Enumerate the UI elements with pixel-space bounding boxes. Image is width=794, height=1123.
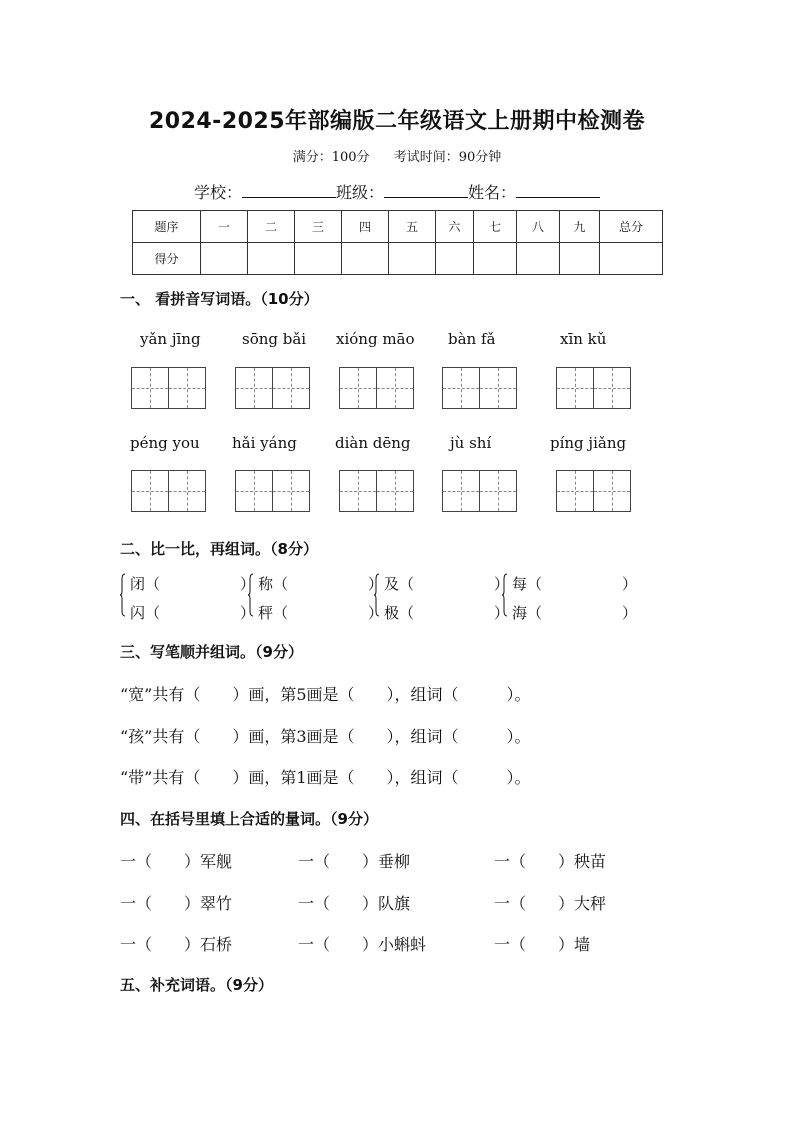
writing-grid[interactable] [131,470,205,512]
pinyin-label: hǎi yáng [232,434,297,452]
score-cell[interactable] [295,243,342,275]
score-cell[interactable] [201,243,248,275]
score-cell[interactable] [560,243,600,275]
pair-bottom: 海（ [512,604,543,622]
score-table [132,210,663,275]
measure-word-item: 一（ ）小蝌蚪 [298,935,427,954]
pinyin-label: xīn kǔ [560,330,607,348]
brace-icon [374,573,380,617]
tian-box[interactable] [339,470,377,512]
close-paren: ） [494,604,510,622]
writing-grid[interactable] [235,367,309,409]
student-info [0,180,794,203]
measure-word-item: 一（ ）石桥 [120,935,233,954]
pair-top: 闭（ [130,575,161,593]
tian-box[interactable] [479,470,517,512]
tian-box[interactable] [479,367,517,409]
pair-top: 每（ [512,575,543,593]
measure-word-item: 一（ ）垂柳 [298,852,411,871]
pair-top: 称（ [258,575,289,593]
pinyin-label: diàn dēng [335,434,411,452]
score-cell[interactable] [248,243,295,275]
score-cell[interactable] [600,243,663,275]
writing-grid[interactable] [235,470,309,512]
writing-grid[interactable] [339,367,413,409]
tian-box[interactable] [131,367,169,409]
school-label: 学校： [193,183,242,202]
pinyin-label: jù shí [450,434,492,452]
exam-time: 考试时间：90分钟 [393,150,502,165]
writing-grid[interactable] [131,367,205,409]
exam-title: 2024-2025年部编版二年级语文上册期中检测卷 [148,109,646,134]
close-paren: ） [240,604,256,622]
close-paren: ） [494,575,510,593]
tian-box[interactable] [376,470,414,512]
score-header-cell: 总分 [600,211,663,243]
pinyin-label: péng you [130,434,200,452]
score-cell[interactable] [517,243,560,275]
tian-box[interactable] [376,367,414,409]
pair-bottom: 极（ [384,604,415,622]
tian-box[interactable] [168,470,206,512]
pair-bottom: 闪（ [130,604,161,622]
tian-box[interactable] [168,367,206,409]
brace-icon [120,573,126,617]
section3-title: 三、写笔顺并组词。（9分） [120,643,303,661]
name-blank[interactable] [516,183,600,198]
score-header-cell: 五 [389,211,436,243]
exam-meta [0,146,794,165]
close-paren: ） [622,575,638,593]
close-paren: ） [240,575,256,593]
brace-icon [502,573,508,617]
score-header-cell: 七 [474,211,517,243]
name-label: 姓名： [468,183,517,202]
tian-box[interactable] [131,470,169,512]
score-header-cell: 四 [342,211,389,243]
score-header-cell: 一 [201,211,248,243]
measure-word-item: 一（ ）大秤 [494,894,607,913]
full-score: 满分：100分 [292,150,370,165]
brace-icon [248,573,254,617]
tian-box[interactable] [442,367,480,409]
measure-word-item: 一（ ）军舰 [120,852,233,871]
measure-word-item: 一（ ）秧苗 [494,852,607,871]
pair-bottom: 秤（ [258,604,289,622]
tian-box[interactable] [272,470,310,512]
tian-box[interactable] [235,367,273,409]
writing-grid[interactable] [339,470,413,512]
score-header-cell: 九 [560,211,600,243]
class-blank[interactable] [384,183,468,198]
writing-grid[interactable] [556,367,630,409]
section4-title: 四、在括号里填上合适的量词。（9分） [120,810,378,828]
score-header-row [133,211,663,243]
score-cell[interactable] [436,243,474,275]
tian-box[interactable] [593,367,631,409]
section1-title: 一、 看拼音写词语。（10分） [120,290,319,308]
writing-grid[interactable] [442,367,516,409]
tian-box[interactable] [593,470,631,512]
tian-box[interactable] [442,470,480,512]
stroke-order-line: “孩”共有（ ）画，第3画是（ ），组词（ ）。 [120,727,531,746]
pinyin-label: xióng māo [336,330,415,348]
section5-title: 五、补充词语。（9分） [120,976,273,994]
section2-title: 二、比一比，再组词。（8分） [120,540,318,558]
measure-word-item: 一（ ）队旗 [298,894,411,913]
tian-box[interactable] [235,470,273,512]
pair-top: 及（ [384,575,415,593]
school-blank[interactable] [242,183,336,198]
score-header-cell: 题序 [133,211,201,243]
score-cell[interactable] [474,243,517,275]
measure-word-item: 一（ ）墙 [494,935,591,954]
score-cell[interactable] [342,243,389,275]
tian-box[interactable] [556,367,594,409]
measure-word-item: 一（ ）翠竹 [120,894,233,913]
close-paren: ） [622,604,638,622]
score-value-row [133,243,663,275]
pinyin-label: píng jiǎng [550,434,627,452]
class-label: 班级： [335,183,384,202]
score-header-cell: 三 [295,211,342,243]
pinyin-label: bàn fǎ [448,330,496,348]
score-header-cell: 二 [248,211,295,243]
stroke-order-line: “宽”共有（ ）画，第5画是（ ），组词（ ）。 [120,685,531,704]
tian-box[interactable] [272,367,310,409]
tian-box[interactable] [339,367,377,409]
pinyin-label: sōng bǎi [242,330,307,348]
close-paren: ） [368,604,384,622]
pinyin-label: yǎn jīng [140,330,201,348]
score-header-cell: 六 [436,211,474,243]
close-paren: ） [368,575,384,593]
score-cell[interactable] [389,243,436,275]
stroke-order-line: “带”共有（ ）画，第1画是（ ），组词（ ）。 [120,768,531,787]
score-header-cell: 八 [517,211,560,243]
tian-box[interactable] [556,470,594,512]
writing-grid[interactable] [556,470,630,512]
score-row-label: 得分 [133,243,201,275]
writing-grid[interactable] [442,470,516,512]
